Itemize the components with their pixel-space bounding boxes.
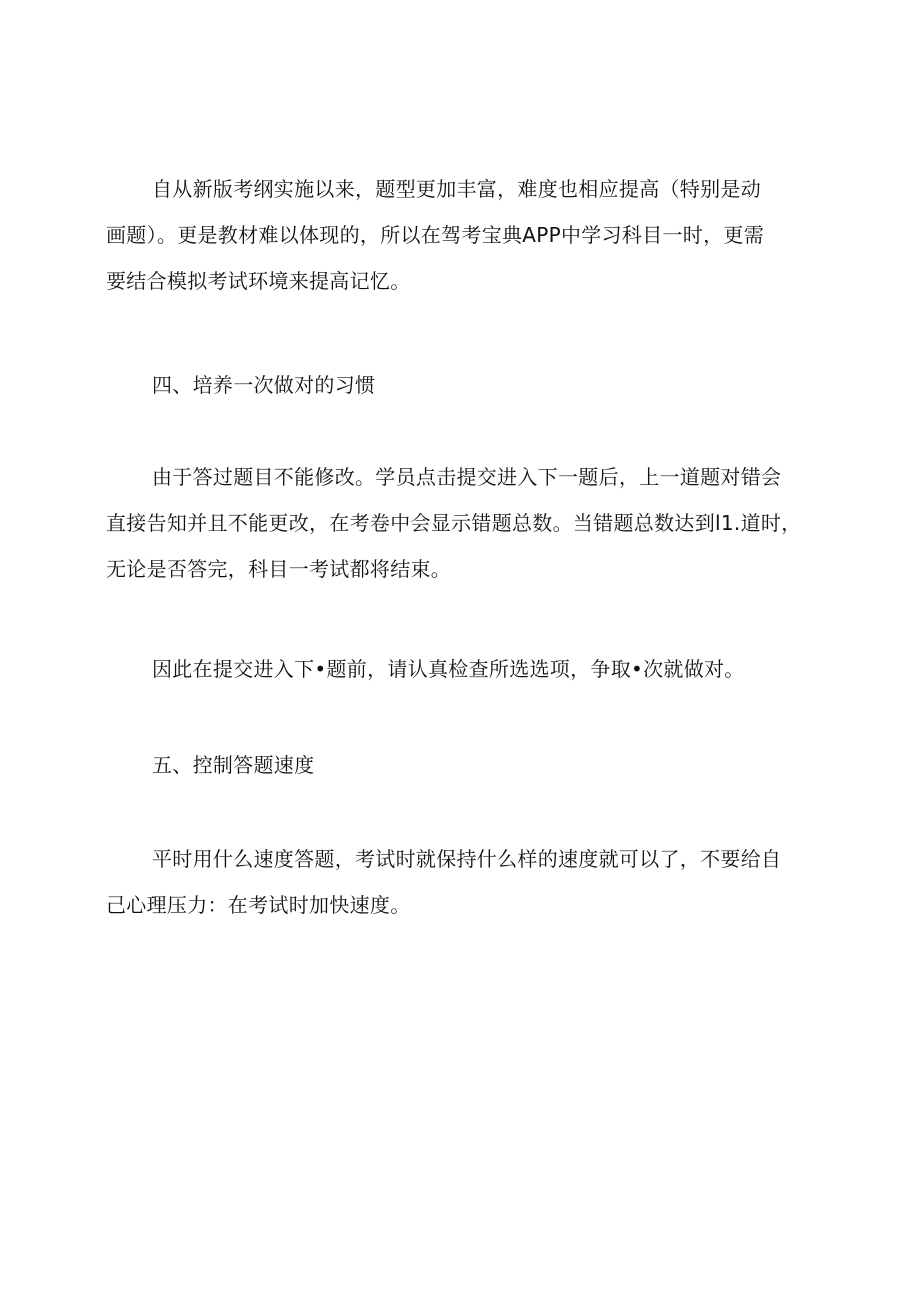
section-heading-5: 五、控制答题速度: [152, 753, 315, 777]
paragraph-line: 直接告知并且不能更改，在考卷中会显示错题总数。当错题总数达到l1.道时，: [106, 511, 802, 535]
paragraph-line: 要结合模拟考试环境来提高记忆。: [106, 269, 411, 293]
paragraph-line: 无论是否答完，科目一考试都将结束。: [106, 557, 452, 581]
paragraph-line: 平时用什么速度答题，考试时就保持什么样的速度就可以了，不要给自: [152, 847, 782, 871]
paragraph-line: 自从新版考纲实施以来，题型更加丰富，难度也相应提高（特别是动: [152, 177, 761, 201]
paragraph-line: 由于答过题目不能修改。学员点击提交进入下一题后，上一道题对错会: [152, 465, 782, 489]
section-heading-4: 四、培养一次做对的习惯: [152, 373, 376, 397]
paragraph-line: 己心理压力：在考试时加快速度。: [106, 893, 411, 917]
paragraph-answer-speed: [106, 842, 826, 922]
paragraph-check-options: [106, 652, 826, 686]
paragraph-exam-syllabus: [106, 172, 826, 298]
paragraph-line: 画题）。更是教材难以体现的，所以在驾考宝典APP中学习科目一时，更需: [106, 223, 765, 247]
paragraph-no-modification: [106, 460, 826, 586]
paragraph-line: 因此在提交进入下•题前，请认真检查所选选项，争取•次就做对。: [152, 657, 745, 681]
